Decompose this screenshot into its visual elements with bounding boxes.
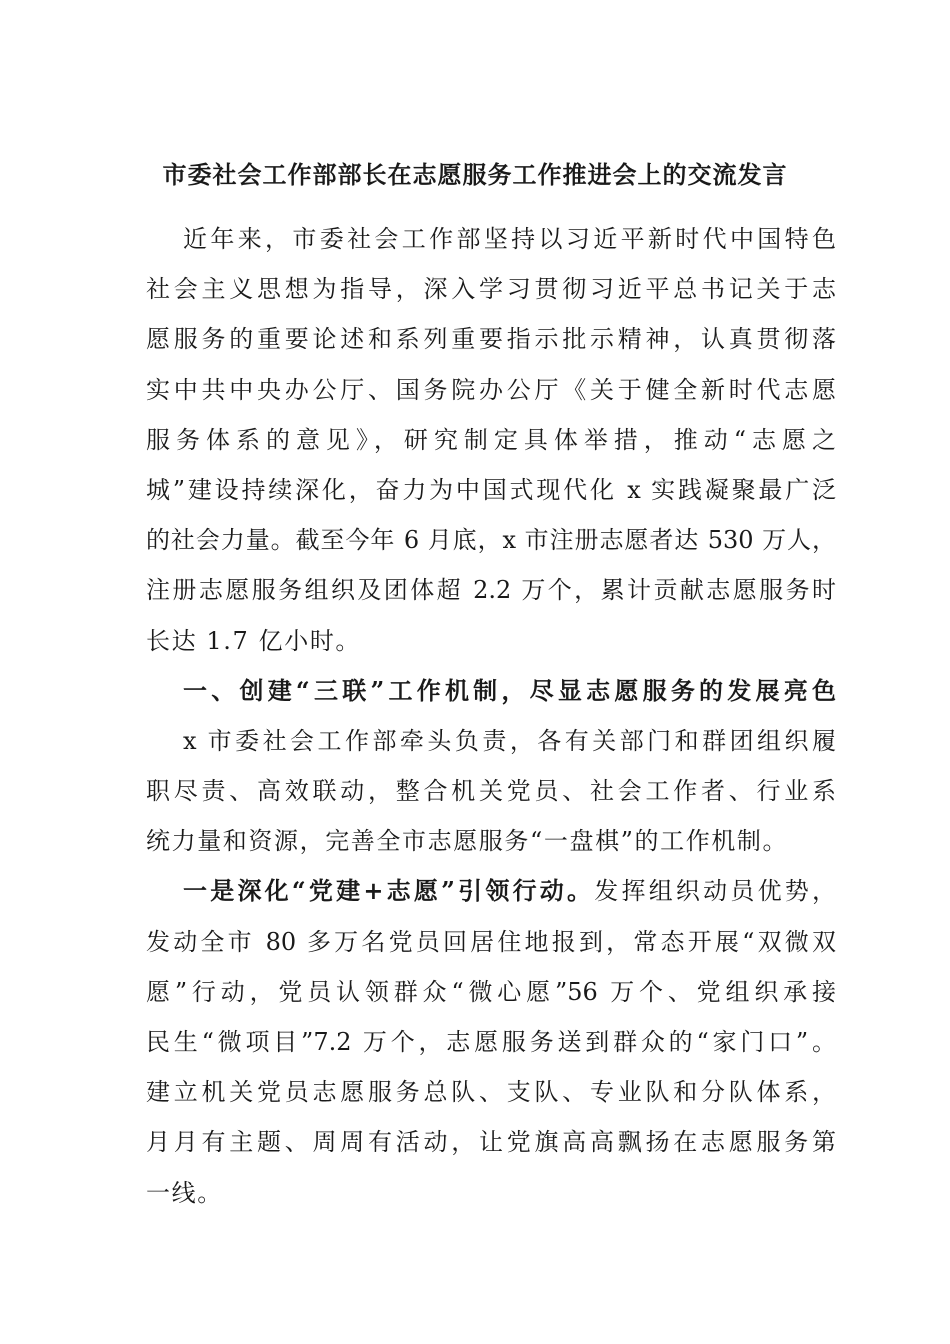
paragraph-1-line: 长达 1.7 亿小时。 (146, 626, 362, 655)
paragraph-1-line: 注册志愿服务组织及团体超 2.2 万个，累计贡献志愿服务时 (146, 576, 836, 605)
paragraph-1-line: 近年来，市委社会工作部坚持以习近平新时代中国特色 (183, 225, 836, 253)
paragraph-3-lead: 一是深化“党建+志愿”引领行动。 (183, 876, 595, 906)
paragraph-3-line: 建立机关党员志愿服务总队、支队、专业队和分队体系， (146, 1078, 836, 1107)
section-1-heading: 一、创建“三联”工作机制，尽显志愿服务的发展亮色 (183, 675, 836, 705)
paragraph-3-first-rest: 发挥组织动员优势， (594, 877, 837, 906)
paragraph-2-line: 职尽责、高效联动，整合机关党员、社会工作者、行业系 (146, 777, 836, 806)
paragraph-1-line: 的社会力量。截至今年 6 月底，x 市注册志愿者达 530 万人， (146, 526, 836, 555)
paragraph-1-line: 愿服务的重要论述和系列重要指示批示精神，认真贯彻落 (146, 325, 836, 354)
document-body (146, 214, 836, 1218)
paragraph-2-line: x 市委社会工作部牵头负责，各有关部门和群团组织履 (183, 726, 836, 755)
paragraph-3-line: 愿”行动，党员认领群众“微心愿”56 万个、党组织承接 (146, 977, 836, 1006)
paragraph-1-line: 社会主义思想为指导，深入学习贯彻习近平总书记关于志 (146, 275, 836, 304)
paragraph-1-line: 实中共中央办公厅、国务院办公厅《关于健全新时代志愿 (146, 375, 836, 404)
document-title: 市委社会工作部部长在志愿服务工作推进会上的交流发言 (162, 160, 788, 189)
paragraph-3-first-line (146, 866, 836, 916)
paragraph-3-line: 民生“微项目”7.2 万个，志愿服务送到群众的“家门口”。 (146, 1028, 836, 1056)
paragraph-2-line: 统力量和资源，完善全市志愿服务“一盘棋”的工作机制。 (146, 827, 789, 856)
paragraph-1-line: 服务体系的意见》，研究制定具体举措，推动“志愿之 (146, 425, 836, 454)
paragraph-1-line: 城”建设持续深化，奋力为中国式现代化 x 实践凝聚最广泛 (146, 475, 836, 504)
paragraph-3-line: 一线。 (146, 1178, 223, 1207)
paragraph-3-line: 月月有主题、周周有活动，让党旗高高飘扬在志愿服务第 (146, 1128, 836, 1157)
paragraph-3-line: 发动全市 80 多万名党员回居住地报到，常态开展“双微双 (146, 927, 836, 956)
